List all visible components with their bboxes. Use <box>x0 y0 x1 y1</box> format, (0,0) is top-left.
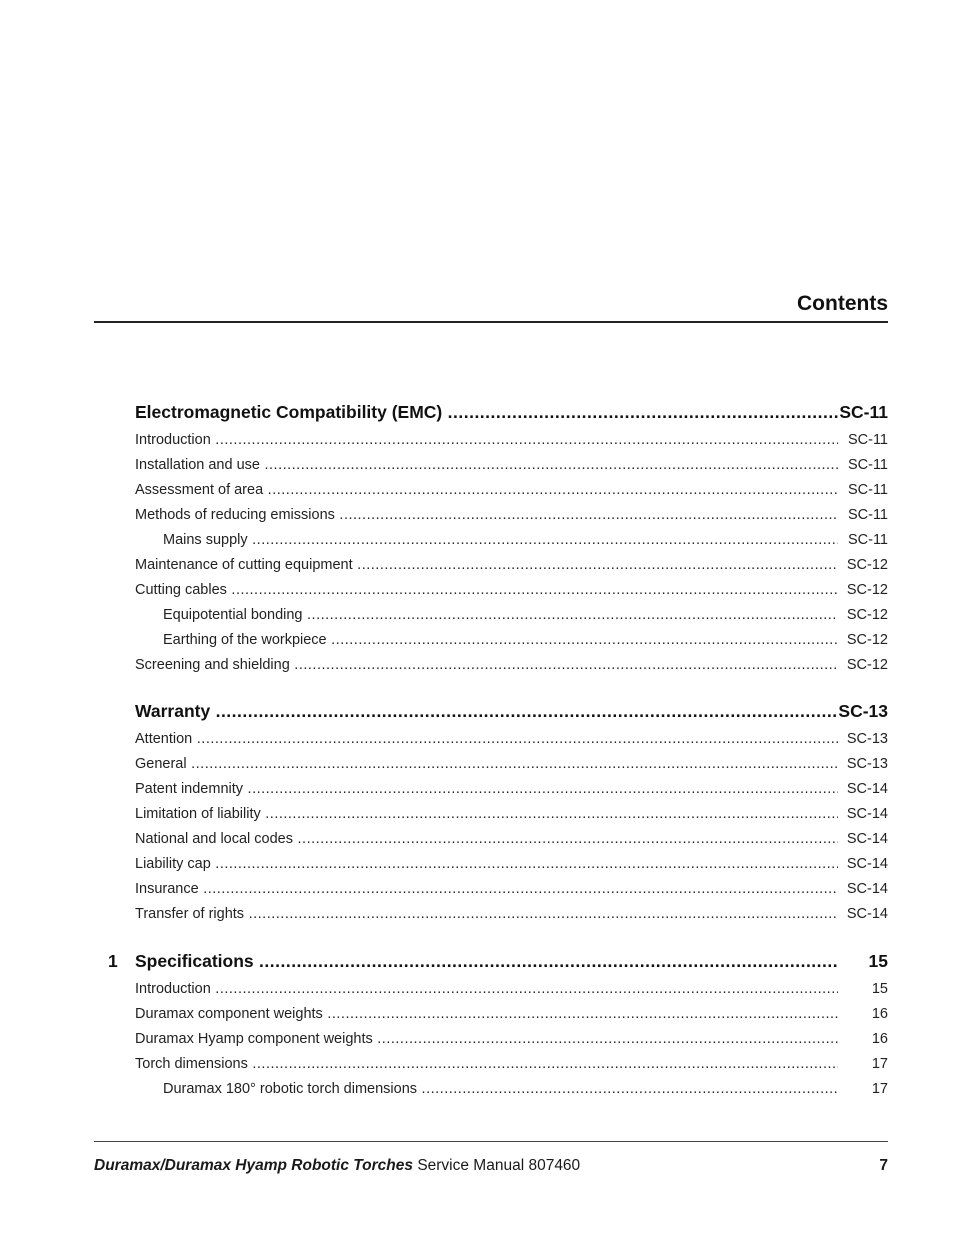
title-rule <box>94 321 888 323</box>
toc-entry-label: Equipotential bonding ..... <box>163 607 838 623</box>
toc-entry-label: Liability cap ..... <box>135 856 838 872</box>
toc-entry[interactable] <box>94 577 888 602</box>
toc-entry-page: SC-11 <box>847 482 888 498</box>
page-number: 7 <box>879 1157 888 1174</box>
toc-heading-label: Specifications ..... <box>135 951 838 972</box>
toc-entry-page: SC-11 <box>847 532 888 548</box>
footer-rule <box>94 1141 888 1142</box>
toc-entry[interactable] <box>94 976 888 1001</box>
toc-entry-page: SC-12 <box>846 657 888 673</box>
toc-entry-page: SC-12 <box>846 582 888 598</box>
toc-heading-page: SC-13 <box>838 701 888 721</box>
toc-entry-label: Duramax 180° robotic torch dimensions ..... <box>163 1081 838 1097</box>
toc-entry-page: SC-14 <box>846 906 888 922</box>
toc-entry-page: SC-11 <box>847 432 888 448</box>
toc-entry-label: Attention ..... <box>135 731 838 747</box>
toc-entry[interactable] <box>94 1026 888 1051</box>
toc-entry-page: SC-14 <box>846 831 888 847</box>
toc-entry-page: SC-12 <box>846 632 888 648</box>
toc-entry-label: Introduction ..... <box>135 981 838 997</box>
toc-subentry[interactable] <box>94 1076 888 1101</box>
toc-entry[interactable] <box>94 726 888 751</box>
toc-entry-label: Mains supply ..... <box>163 532 838 548</box>
toc-heading-page: SC-11 <box>839 402 888 422</box>
toc-entry-page: SC-12 <box>846 557 888 573</box>
toc-heading-emc[interactable] <box>94 401 888 427</box>
toc-heading-label: Electromagnetic Compatibility (EMC) ..... <box>135 402 838 423</box>
toc-section-warranty <box>94 700 888 926</box>
toc-entry-label: Installation and use ..... <box>135 457 838 473</box>
toc-heading-specifications[interactable] <box>94 950 888 976</box>
footer-title <box>94 1157 580 1175</box>
toc-entry-label: Maintenance of cutting equipment ..... <box>135 557 838 573</box>
toc-entry-page: SC-11 <box>847 507 888 523</box>
toc-entry[interactable] <box>94 826 888 851</box>
toc-entry-label: Insurance ..... <box>135 881 838 897</box>
toc-entry-label: Torch dimensions ..... <box>135 1056 838 1072</box>
toc-section-emc <box>94 401 888 677</box>
toc-entry-page: 17 <box>871 1056 888 1072</box>
toc-entry-page: SC-13 <box>846 731 888 747</box>
toc-entry[interactable] <box>94 502 888 527</box>
toc-entry[interactable] <box>94 427 888 452</box>
toc-entry[interactable] <box>94 876 888 901</box>
toc-entry[interactable] <box>94 552 888 577</box>
toc-subentry[interactable] <box>94 602 888 627</box>
toc-entry-page: SC-12 <box>846 607 888 623</box>
toc-entry-page: SC-11 <box>847 457 888 473</box>
toc-entry-page: SC-13 <box>846 756 888 772</box>
toc-entry-label: Introduction ..... <box>135 432 838 448</box>
toc-entry[interactable] <box>94 652 888 677</box>
toc-subentry[interactable] <box>94 627 888 652</box>
toc-entry-label: Duramax Hyamp component weights ..... <box>135 1031 838 1047</box>
toc-entry[interactable] <box>94 452 888 477</box>
toc-entry[interactable] <box>94 801 888 826</box>
toc-section-specifications <box>94 950 888 1101</box>
toc-entry-page: SC-14 <box>846 806 888 822</box>
footer-manual: Service Manual <box>417 1157 525 1174</box>
toc-entry-label: Assessment of area ..... <box>135 482 838 498</box>
toc-entry-page: SC-14 <box>846 881 888 897</box>
toc-entry-page: SC-14 <box>846 856 888 872</box>
toc-entry-label: National and local codes ..... <box>135 831 838 847</box>
toc-entry-label: Transfer of rights ..... <box>135 906 838 922</box>
toc-entry-label: Cutting cables ..... <box>135 582 838 598</box>
footer-product: Duramax/Duramax Hyamp Robotic Torches <box>94 1157 413 1174</box>
toc-entry[interactable] <box>94 751 888 776</box>
toc-entry-label: General ..... <box>135 756 838 772</box>
toc-entry[interactable] <box>94 901 888 926</box>
toc-entry[interactable] <box>94 1051 888 1076</box>
toc-entry[interactable] <box>94 776 888 801</box>
toc-entry-page: SC-14 <box>846 781 888 797</box>
toc-entry-label: Earthing of the workpiece ..... <box>163 632 838 648</box>
toc-entry-label: Screening and shielding ..... <box>135 657 838 673</box>
toc-heading-page: 15 <box>868 951 888 971</box>
toc-heading-label: Warranty ..... <box>135 701 838 722</box>
toc-entry[interactable] <box>94 851 888 876</box>
chapter-number: 1 <box>108 951 118 971</box>
toc-entry-page: 15 <box>871 981 888 997</box>
page-title: Contents <box>797 292 888 315</box>
toc-entry-label: Limitation of liability ..... <box>135 806 838 822</box>
footer-part-number: 807460 <box>528 1157 581 1174</box>
toc-entry-page: 16 <box>871 1006 888 1022</box>
toc-entry[interactable] <box>94 1001 888 1026</box>
toc-entry-page: 16 <box>871 1031 888 1047</box>
toc-entry-label: Patent indemnity ..... <box>135 781 838 797</box>
toc-entry-label: Duramax component weights ..... <box>135 1006 838 1022</box>
toc-subentry[interactable] <box>94 527 888 552</box>
toc-heading-warranty[interactable] <box>94 700 888 726</box>
toc-entry[interactable] <box>94 477 888 502</box>
toc-entry-page: 17 <box>871 1081 888 1097</box>
toc-entry-label: Methods of reducing emissions ..... <box>135 507 838 523</box>
